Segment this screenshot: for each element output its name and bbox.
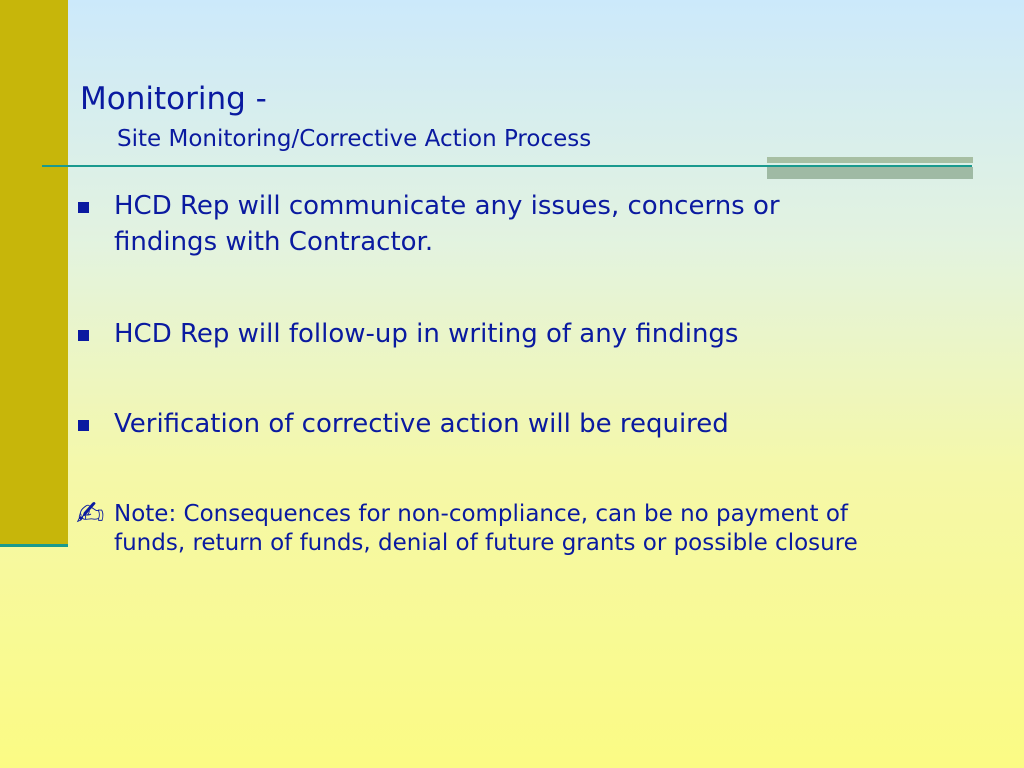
decorative-bar-bottom <box>767 167 973 179</box>
slide-subtitle: Site Monitoring/Corrective Action Process <box>117 126 592 152</box>
square-bullet-icon <box>78 330 89 341</box>
decorative-bar-top <box>767 157 973 163</box>
left-accent-underline <box>0 544 68 547</box>
note-label: Note: <box>114 501 177 527</box>
note-block <box>76 494 866 558</box>
note-text <box>114 500 866 558</box>
pen-writing-icon: ✍ <box>76 494 105 534</box>
left-accent-bar <box>0 0 68 545</box>
square-bullet-icon <box>78 420 89 431</box>
decorative-bars <box>767 157 973 179</box>
square-bullet-icon <box>78 202 89 213</box>
bullet-text: HCD Rep will communicate any issues, concerns or findings with Contractor. <box>114 191 780 257</box>
bullet-item <box>78 406 868 442</box>
bullet-text: HCD Rep will follow-up in writing of any findings <box>114 319 739 349</box>
bullet-item <box>78 316 868 352</box>
bullet-text: Verification of corrective action will be required <box>114 409 729 439</box>
bullet-item <box>78 188 868 260</box>
note-body: Consequences for non-compliance, can be no payment of funds, return of funds, denial of future grants or possible closure <box>114 501 858 556</box>
slide-title: Monitoring - <box>80 81 267 117</box>
